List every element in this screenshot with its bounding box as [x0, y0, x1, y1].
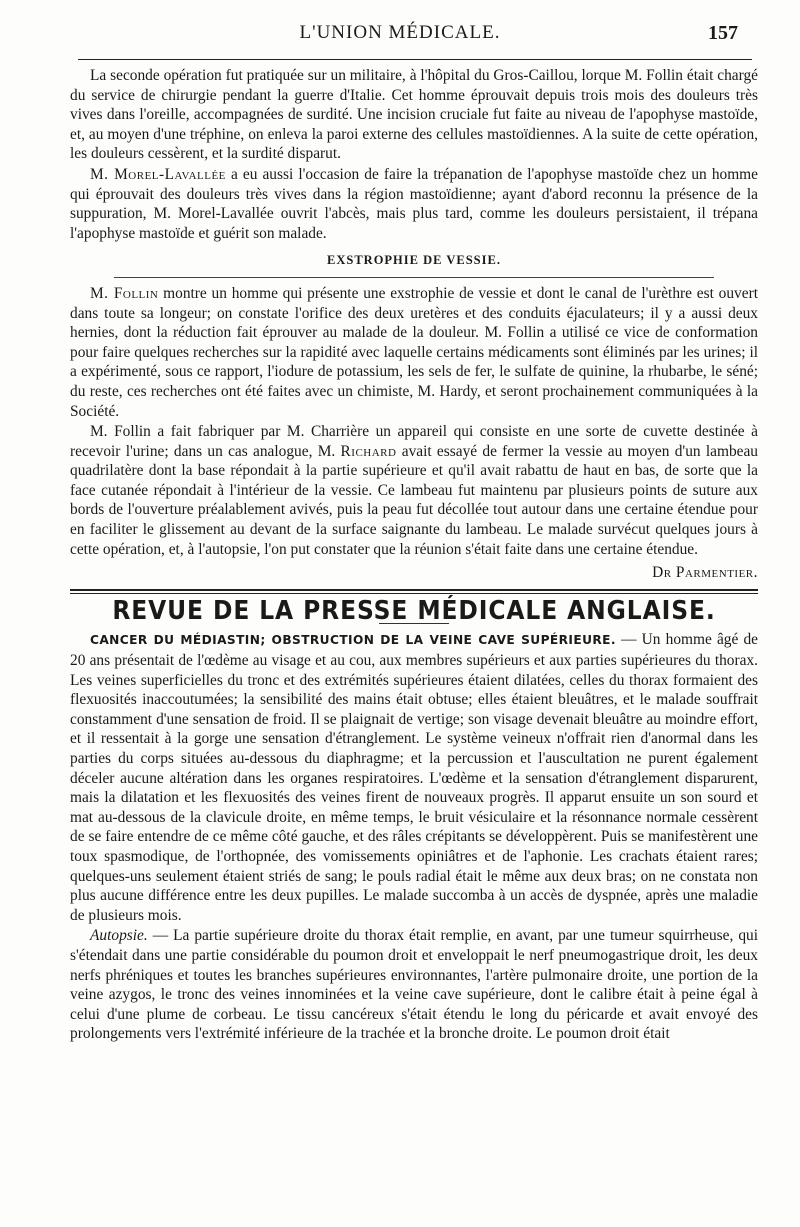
page-header: [0, 18, 800, 58]
paragraph-text: montre un homme qui présente une exstrophie de vessie et dont le canal de l'urèthre est ouvert dans toute sa longeur; on constate l'orifice des deux uretères et des conduits éjaculateurs; il y a aussi deux hernies, dont la réduction fait éprouver au malade de la douleur. M. Follin a utilisé ce vice de conformation pour faire quelques recherches sur la rapidité avec laquelle certains médicaments sont éliminés par les urines; il a expérimenté, sous ce rapport, l'iodure de potassium, les sels de fer, le sulfate de quinine, la rhubarbe, le séné; du reste, ces recherches ont été faites avec un chimiste, M. Hardy, et seront prochainement communiquées à la Société.: [70, 284, 758, 420]
signature: Dr Parmentier.: [652, 564, 758, 582]
paragraph-text: — Un homme âgé de 20 ans présentait de l'œdème au visage et au cou, aux membres supérieurs et aux parties supérieures du thorax. Les veines superficielles du tronc et des extrémités supérieures étaient dilatées, celles du thorax formaient des flexuosités inaccoutumées; la sensibilité des mains était obtuse; elles étaient bleuâtres, et le malade souffrait constamment d'une sensation de froid. Il se plaignait de vertige; son visage devenait bleuâtre au moindre effort, et il ressentait à la gorge une sensation d'étranglement. Le système veineux n'offrait rien d'anormal dans les parties du corps situées au-dessous du diaphragme; et la percussion et l'auscultation ne purent également déceler aucune altération dans les organes respiratoires. L'œdème et la sensation d'étranglement disparurent, mais la dilatation et les flexuosités des veines firent de nouveaux progrès. Il apparut ensuite un son sourd et mat au-dessous de la clavicule droite, en même temps, le bruit vésiculaire et la résonnance normale cessèrent de se faire entendre de ce même côté gauche, et des râles crépitants se développèrent. Puis se manifestèrent une toux spasmodique, de l'orthopnée, des vomissements opiniâtres et de l'aphonie. Les crachats étaient rares; quelques-uns seulement étaient striés de sang; le pouls radial était le même aux deux bras; on ne constata non plus aucune différence entre les deux pupilles. Le malade succomba à un accès de dyspnée, après une maladie de plusieurs mois.: [70, 631, 758, 924]
paragraph-morel-lavallee: [70, 165, 758, 243]
section-divider: [70, 589, 758, 594]
article-heading: CANCER DU MÉDIASTIN; OBSTRUCTION DE LA VEINE CAVE SUPÉRIEURE.: [90, 633, 616, 648]
paragraph-text: a eu aussi l'occasion de faire la trépanation de l'apophyse mastoïde chez un homme qui éprouvait des douleurs très vives dans la région mastoïdienne; ayant d'abord reconnu la présence de la suppuration, M. Morel-Lavallée ouvrit l'abcès, mais plus tard, comme les douleurs persistaient, il trépana l'apophyse mastoïde et guérit son malade.: [70, 165, 758, 242]
paragraph-follin-exstrophie: [70, 284, 758, 421]
body-text: [70, 66, 758, 1044]
paragraph-text: M. Follin a fait fabriquer par M. Charrière un appareil qui consiste en une sorte de cuvette destinée à recevoir l'urine; dans un cas analogue, M.: [70, 423, 758, 460]
page-number: 157: [708, 22, 738, 44]
header-rule: [78, 59, 752, 60]
paragraph-autopsie: [70, 926, 758, 1044]
speaker-name: M. Morel-Lavallée: [90, 165, 226, 183]
paragraph-appareil: [70, 422, 758, 559]
paragraph-second-operation: La seconde opération fut pratiquée sur un militaire, à l'hôpital du Gros-Caillou, lorque M. Follin était chargé du service de chirurgie pendant la guerre d'Italie. Cet homme éprouvait depuis trois mois des douleurs très vives dans l'oreille, accompagnées de surdité. Une incision cruciale fut faite au niveau de l'apophyse mastoïde, et, au moyen d'une tréphine, on enleva la paroi externe des cellules mastoïdiennes. A la suite de cette opération, les douleurs cessèrent, et la surdité disparut.: [70, 67, 758, 163]
speaker-name: M. Follin: [90, 284, 159, 302]
paragraph-text: — La partie supérieure droite du thorax était remplie, en avant, par une tumeur squirrheuse, qui s'étendait dans une partie considérable du poumon droit et enveloppait le nerf pneumogastrique droit, les deux nerfs phréniques et toutes les branches supérieures environnantes, l'artère pulmonaire droite, une portion de la veine azygos, le tronc des veines innominées et la veine cave supérieure, dont le calibre était à peine égal à celui d'une plume de corbeau. Le tissu cancéreux s'était étendu le long du péricarde et avait envoyé des prolongements vers l'extrémité inférieure de la trachée et la bronche droite. Le poumon droit était: [70, 927, 758, 1043]
running-head: L'UNION MÉDICALE.: [299, 22, 501, 43]
subsection-rule: [114, 277, 714, 278]
paragraph-text: avait essayé de fermer la vessie au moyen d'un lambeau quadrilatère dont la base répondait à la partie supérieure et qu'il avait rabattu de haut en bas, de sorte que la face cutanée répondait à l'intérieur de la vessie. Ce lambeau fut maintenu par plusieurs points de suture aux bords de l'ouverture préalablement avivés, puis la peau fut décollée tout autour dans une certaine étendue pour en faciliter le glissement au devant de la surface saignante du lambeau. Le malade survécut quelques jours à cette opération, et, à l'autopsie, l'on put constater que la réunion s'était faite dans une certaine étendue.: [70, 442, 758, 558]
autopsie-lead: Autopsie.: [90, 927, 148, 945]
subsection-heading: EXSTROPHIE DE VESSIE.: [327, 253, 501, 268]
speaker-name: Richard: [340, 442, 397, 460]
section-title: REVUE DE LA PRESSE MÉDICALE ANGLAISE.: [112, 595, 716, 626]
paragraph-cancer-mediastin: [70, 630, 758, 925]
